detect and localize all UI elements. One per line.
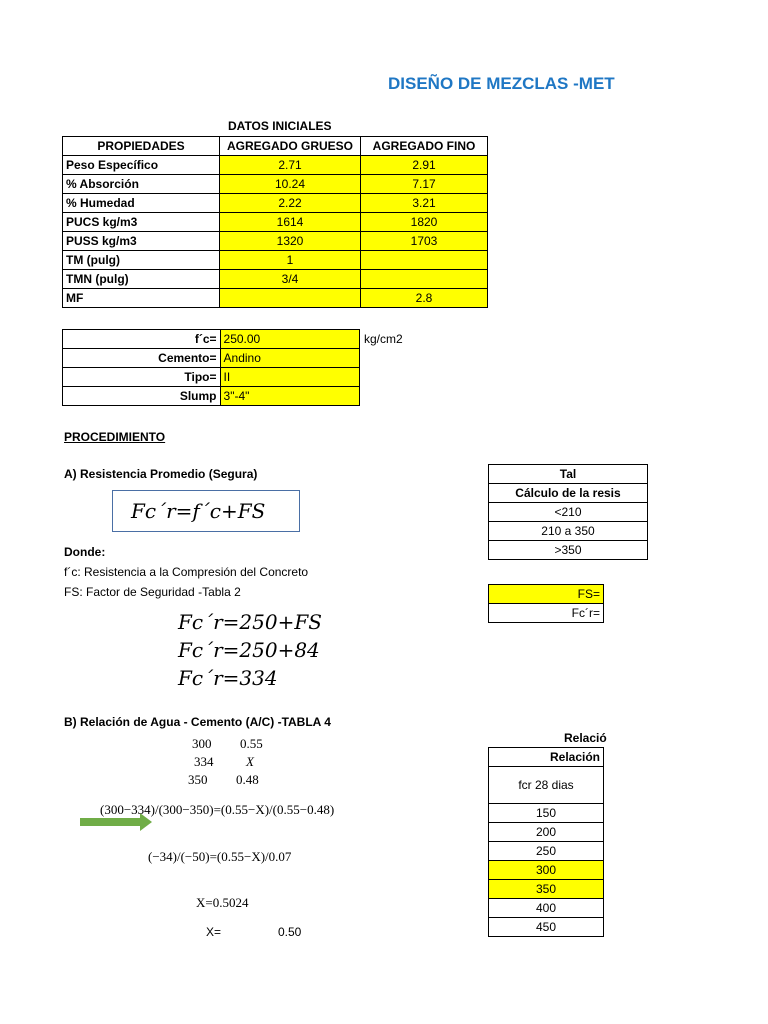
section-a-heading: A) Resistencia Promedio (Segura) [64,467,258,481]
fs-table [488,584,604,623]
def-fc: f´c: Resistencia a la Compresión del Concreto [64,565,309,579]
prop-cell: TMN (pulg) [63,270,220,289]
grueso-cell[interactable]: 1 [220,251,361,270]
equation-3: Fc´r=334 [178,666,278,690]
header-fino: AGREGADO FINO [361,137,488,156]
fino-cell[interactable]: 2.91 [361,156,488,175]
table-row [489,541,648,560]
tabla4-cell: 450 [489,918,604,937]
table-row [489,585,604,604]
grueso-cell[interactable]: 1614 [220,213,361,232]
interp-b-2: X [246,754,254,769]
table-row [489,484,648,503]
interp-a-3: 350 [188,772,208,787]
tabla4-cell-highlight: 300 [489,861,604,880]
interp-b-1: 0.55 [240,736,263,751]
tabla4 [488,747,604,937]
datos-heading: DATOS INICIALES [228,119,332,133]
param-value[interactable]: II [220,368,359,387]
datos-header-row [63,137,488,156]
header-propiedades: PROPIEDADES [63,137,220,156]
fcr-label: Fc´r= [489,604,604,623]
grueso-cell[interactable]: 2.71 [220,156,361,175]
prop-cell: PUCS kg/m3 [63,213,220,232]
interp-equation-3: X=0.5024 [196,895,249,910]
tabla4-cell-highlight: 350 [489,880,604,899]
table-row [63,232,488,251]
table-row [489,522,648,541]
tabla2-cell: >350 [489,541,648,560]
table-row [489,861,604,880]
fino-cell[interactable]: 2.8 [361,289,488,308]
procedimiento-heading: PROCEDIMIENTO [64,430,166,444]
table-row [63,330,360,349]
fs-label[interactable]: FS= [489,585,604,604]
tabla4-cell: 250 [489,842,604,861]
interp-a-1: 300 [192,736,212,751]
table-row [489,880,604,899]
prop-cell: % Humedad [63,194,220,213]
param-label: Slump [63,387,221,406]
param-value[interactable]: 250.00 [220,330,359,349]
table-row [63,270,488,289]
fino-cell[interactable]: 1820 [361,213,488,232]
x-value: 0.50 [278,925,302,939]
tabla4-subheader: fcr 28 dias [489,767,604,804]
grueso-cell[interactable]: 1320 [220,232,361,251]
equation-2: Fc´r=250+84 [178,638,320,662]
table-row [489,748,604,767]
fino-cell[interactable]: 7.17 [361,175,488,194]
table-row [489,842,604,861]
grueso-cell[interactable]: 10.24 [220,175,361,194]
table-row [489,804,604,823]
prop-cell: MF [63,289,220,308]
unit-label: kg/cm2 [364,332,403,346]
tabla2-header: Cálculo de la resis [489,484,648,503]
page-title: DISEÑO DE MEZCLAS -MET [388,74,615,93]
donde-label: Donde: [64,545,106,559]
equation-1: Fc´r=250+FS [178,610,322,634]
interp-equation-2: (−34)/(−50)=(0.55−X)/0.07 [148,849,292,864]
interp-b-3: 0.48 [236,772,259,787]
table-row [489,767,604,804]
interp-a-2: 334 [194,754,214,769]
tabla2-cell: <210 [489,503,648,522]
prop-cell: % Absorción [63,175,220,194]
header-grueso: AGREGADO GRUESO [220,137,361,156]
fino-cell[interactable]: 1703 [361,232,488,251]
table-row [63,213,488,232]
table-row [63,289,488,308]
table-row [489,823,604,842]
table-row [63,349,360,368]
table-row [489,918,604,937]
tabla4-cell: 400 [489,899,604,918]
table-row [489,604,604,623]
table-row [63,387,360,406]
prop-cell: Peso Específico [63,156,220,175]
tabla4-header: Relación [489,748,604,767]
tabla4-title: Relació [564,731,607,745]
grueso-cell[interactable]: 2.22 [220,194,361,213]
section-b-heading: B) Relación de Agua - Cemento (A/C) -TABLA 4 [64,715,331,729]
x-label: X= [206,925,222,939]
table-row [489,465,648,484]
prop-cell: TM (pulg) [63,251,220,270]
param-value[interactable]: 3"-4" [220,387,359,406]
tabla2-title: Tal [489,465,648,484]
tabla4-cell: 200 [489,823,604,842]
fino-cell[interactable]: 3.21 [361,194,488,213]
param-value[interactable]: Andino [220,349,359,368]
table-row [63,368,360,387]
interp-equation-1: (300−334)/(300−350)=(0.55−X)/(0.55−0.48) [100,802,335,817]
grueso-cell[interactable]: 3/4 [220,270,361,289]
prop-cell: PUSS kg/m3 [63,232,220,251]
table-row [489,899,604,918]
param-label: f´c= [63,330,221,349]
param-label: Cemento= [63,349,221,368]
table-row [63,175,488,194]
table-row [63,156,488,175]
fino-cell[interactable] [361,270,488,289]
def-fs: FS: Factor de Seguridad -Tabla 2 [64,585,241,599]
grueso-cell[interactable] [220,289,361,308]
table-row [489,503,648,522]
fino-cell[interactable] [361,251,488,270]
param-label: Tipo= [63,368,221,387]
datos-table [62,136,488,308]
tabla2 [488,464,648,560]
formula-box: Fc´r=f´c+FS [112,490,300,532]
tabla4-cell: 150 [489,804,604,823]
params-table [62,329,360,406]
table-row [63,194,488,213]
tabla2-cell: 210 a 350 [489,522,648,541]
table-row [63,251,488,270]
